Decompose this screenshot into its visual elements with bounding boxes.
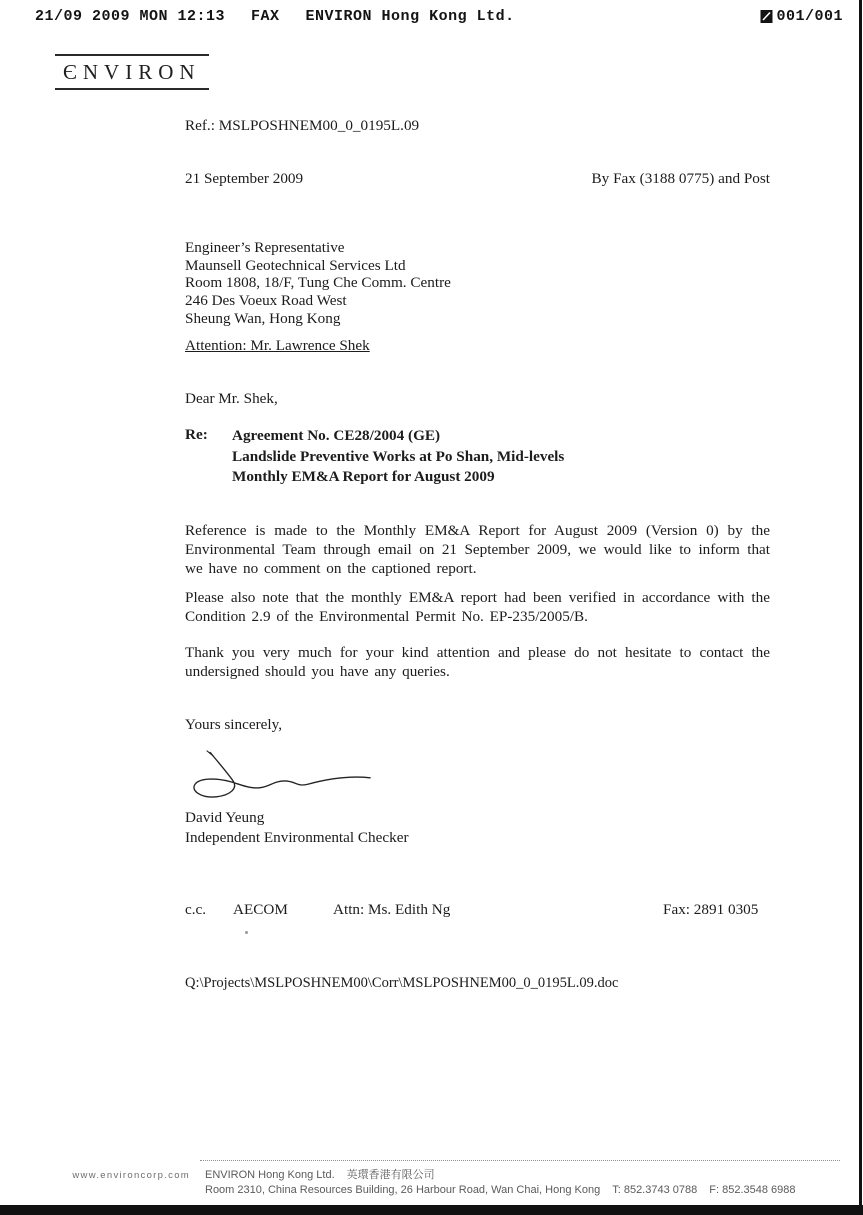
scan-edge-bottom [0,1205,863,1215]
cc-organization: AECOM [233,901,288,918]
environ-logo-text: ЄNVIRON [63,60,201,84]
fax-page-icon [760,9,774,24]
footer-company-en: ENVIRON Hong Kong Ltd. [205,1169,335,1181]
letter-date: 21 September 2009 [185,170,304,187]
fax-page-count: 001/001 [776,8,843,25]
signature [188,746,378,813]
scan-artifact-dot [245,931,248,934]
recipient-street: 246 Des Voeux Road West [185,292,347,310]
re-lines [232,426,564,488]
date-row [185,170,770,188]
footer-divider [200,1160,840,1161]
cc-label: c.c. [185,901,207,918]
reference-line: Ref.: MSLPOSHNEM00_0_0195L.09 [185,117,420,134]
recipient-room: Room 1808, 18/F, Tung Che Comm. Centre [185,274,451,292]
subject-block [185,426,770,488]
salutation: Dear Mr. Shek, [185,390,278,407]
footer-company-row [205,1166,435,1182]
footer-company-zh: 英環香港有限公司 [346,1169,435,1181]
footer-address-row [205,1184,796,1196]
signer-block [185,808,409,847]
fax-page-indicator [760,8,843,25]
attention-line: Attention: Mr. Lawrence Shek [185,337,370,354]
footer-tel: T: 852.3743 0788 [612,1184,698,1196]
cc-fax-number: Fax: 2891 0305 [663,901,759,918]
recipient-city: Sheung Wan, Hong Kong [185,309,341,327]
fax-transmission-header [35,8,843,25]
signer-name: David Yeung [185,809,265,826]
recipient-address [185,239,451,328]
recipient-role: Engineer’s Representative [185,239,345,256]
re-label: Re: [185,426,208,443]
file-path-line: Q:\Projects\MSLPOSHNEM00\Corr\MSLPOSHNEM00_0_0195L.09.doc [185,975,619,991]
scan-edge-right [859,0,862,1215]
body-paragraph-2: Please also note that the monthly EM&A report had been verified in accordance with the Condition 2.9 of the Environmental Permit No. EP-235/2005/B. [185,589,770,626]
delivery-method: By Fax (3188 0775) and Post [591,170,770,187]
body-paragraph-3: Thank you very much for your kind attention and please do not hesitate to contact the undersigned should you have any queries. [185,644,770,681]
environ-logo [55,54,209,90]
re-line-project: Landslide Preventive Works at Po Shan, Mid-levels [232,447,565,465]
fax-label: FAX [251,8,280,25]
cc-attention: Attn: Ms. Edith Ng [333,901,451,918]
footer-website: www.environcorp.com [72,1170,190,1181]
footer-address: Room 2310, China Resources Building, 26 Harbour Road, Wan Chai, Hong Kong [205,1184,601,1196]
fax-sender: ENVIRON Hong Kong Ltd. [305,8,515,25]
re-line-agreement: Agreement No. CE28/2004 (GE) [232,427,441,444]
re-line-report: Monthly EM&A Report for August 2009 [232,468,495,485]
signer-title: Independent Environmental Checker [185,828,409,846]
footer-fax: F: 852.3548 6988 [709,1184,796,1196]
recipient-company: Maunsell Geotechnical Services Ltd [185,256,406,274]
fax-timestamp: 21/09 2009 MON 12:13 [35,8,226,25]
body-paragraph-1: Reference is made to the Monthly EM&A Report for August 2009 (Version 0) by the Environmental Team through email on 21 September 2009, we would like to inform that we have no comment on the captioned report. [185,522,770,578]
closing-line: Yours sincerely, [185,716,283,733]
